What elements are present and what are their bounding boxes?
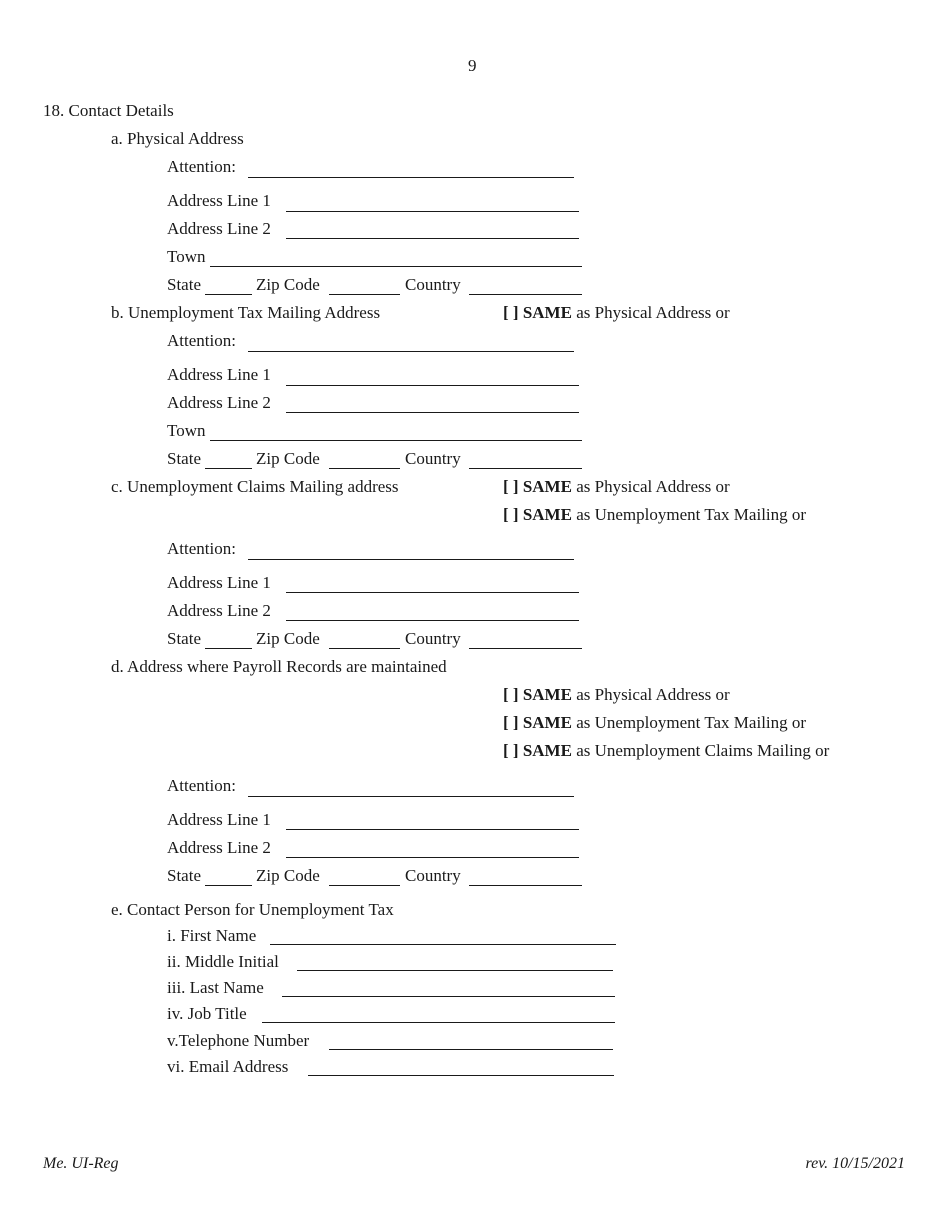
same-physical-text: as Physical Address or xyxy=(576,303,730,322)
claims-mailing-heading: c. Unemployment Claims Mailing address xyxy=(111,477,399,496)
telephone-label: v.Telephone Number xyxy=(167,1031,310,1050)
physical-town-label: Town xyxy=(167,247,206,266)
same-word: SAME xyxy=(522,685,572,704)
tax-town-field[interactable] xyxy=(210,440,582,441)
payroll-same-claims-checkbox[interactable] xyxy=(503,741,829,761)
same-word: SAME xyxy=(522,741,572,760)
claims-same-physical-checkbox[interactable] xyxy=(503,477,730,497)
section-title: 18. Contact Details xyxy=(43,101,174,120)
physical-country-label: Country xyxy=(405,275,461,294)
physical-address2-field[interactable] xyxy=(286,238,579,239)
contact-person-heading: e. Contact Person for Unemployment Tax xyxy=(111,900,394,919)
checkbox-bracket: [ ] xyxy=(503,741,519,760)
payroll-attention-label: Attention: xyxy=(167,776,236,795)
middle-initial-field[interactable] xyxy=(297,970,613,971)
email-label: vi. Email Address xyxy=(167,1057,289,1076)
last-name-field[interactable] xyxy=(282,996,615,997)
tax-state-label: State xyxy=(167,449,201,468)
physical-zip-label: Zip Code xyxy=(256,275,320,294)
tax-mailing-heading: b. Unemployment Tax Mailing Address xyxy=(111,303,381,322)
claims-attention-field[interactable] xyxy=(248,559,574,560)
footer-revision: rev. 10/15/2021 xyxy=(805,1155,905,1172)
tax-zip-field[interactable] xyxy=(329,468,400,469)
checkbox-bracket: [ ] xyxy=(503,713,519,732)
same-claims-text: as Unemployment Claims Mailing or xyxy=(576,741,830,760)
physical-state-label: State xyxy=(167,275,201,294)
payroll-address1-label: Address Line 1 xyxy=(167,810,271,829)
tax-attention-label: Attention: xyxy=(167,331,236,350)
tax-town-label: Town xyxy=(167,421,206,440)
physical-attention-label: Attention: xyxy=(167,157,236,176)
payroll-country-field[interactable] xyxy=(469,885,582,886)
same-tax-text: as Unemployment Tax Mailing or xyxy=(576,713,807,732)
same-physical-text: as Physical Address or xyxy=(576,477,730,496)
claims-country-label: Country xyxy=(405,629,461,648)
payroll-address2-field[interactable] xyxy=(286,857,579,858)
physical-address1-field[interactable] xyxy=(286,211,579,212)
claims-address2-field[interactable] xyxy=(286,620,579,621)
tax-attention-field[interactable] xyxy=(248,351,574,352)
claims-country-field[interactable] xyxy=(469,648,582,649)
last-name-label: iii. Last Name xyxy=(167,978,264,997)
tax-address1-label: Address Line 1 xyxy=(167,365,271,384)
checkbox-bracket: [ ] xyxy=(503,685,519,704)
physical-state-field[interactable] xyxy=(205,294,252,295)
same-physical-text: as Physical Address or xyxy=(576,685,730,704)
tax-zip-label: Zip Code xyxy=(256,449,320,468)
payroll-zip-label: Zip Code xyxy=(256,866,320,885)
payroll-attention-field[interactable] xyxy=(248,796,574,797)
physical-zip-field[interactable] xyxy=(329,294,400,295)
claims-attention-label: Attention: xyxy=(167,539,236,558)
job-title-label: iv. Job Title xyxy=(167,1004,247,1023)
tax-address2-label: Address Line 2 xyxy=(167,393,271,412)
physical-country-field[interactable] xyxy=(469,294,582,295)
claims-zip-label: Zip Code xyxy=(256,629,320,648)
checkbox-bracket: [ ] xyxy=(503,505,519,524)
same-word: SAME xyxy=(522,303,572,322)
same-word: SAME xyxy=(522,477,572,496)
claims-state-label: State xyxy=(167,629,201,648)
tax-address2-field[interactable] xyxy=(286,412,579,413)
same-word: SAME xyxy=(522,713,572,732)
tax-state-field[interactable] xyxy=(205,468,252,469)
email-field[interactable] xyxy=(308,1075,614,1076)
claims-same-tax-checkbox[interactable] xyxy=(503,505,806,525)
payroll-same-physical-checkbox[interactable] xyxy=(503,685,730,705)
payroll-same-tax-checkbox[interactable] xyxy=(503,713,806,733)
same-word: SAME xyxy=(522,505,572,524)
claims-zip-field[interactable] xyxy=(329,648,400,649)
tax-country-field[interactable] xyxy=(469,468,582,469)
physical-address1-label: Address Line 1 xyxy=(167,191,271,210)
payroll-zip-field[interactable] xyxy=(329,885,400,886)
middle-initial-label: ii. Middle Initial xyxy=(167,952,279,971)
claims-address2-label: Address Line 2 xyxy=(167,601,271,620)
tax-address1-field[interactable] xyxy=(286,385,579,386)
telephone-field[interactable] xyxy=(329,1049,613,1050)
physical-attention-field[interactable] xyxy=(248,177,574,178)
payroll-state-label: State xyxy=(167,866,201,885)
physical-town-field[interactable] xyxy=(210,266,582,267)
checkbox-bracket: [ ] xyxy=(503,303,519,322)
footer-form-id: Me. UI-Reg xyxy=(43,1155,119,1172)
physical-address-heading: a. Physical Address xyxy=(111,129,244,148)
page-number: 9 xyxy=(468,56,477,75)
payroll-state-field[interactable] xyxy=(205,885,252,886)
same-tax-text: as Unemployment Tax Mailing or xyxy=(576,505,807,524)
first-name-field[interactable] xyxy=(270,944,616,945)
claims-address1-label: Address Line 1 xyxy=(167,573,271,592)
tax-same-physical-checkbox[interactable] xyxy=(503,303,730,323)
payroll-country-label: Country xyxy=(405,866,461,885)
tax-country-label: Country xyxy=(405,449,461,468)
physical-address2-label: Address Line 2 xyxy=(167,219,271,238)
payroll-address1-field[interactable] xyxy=(286,829,579,830)
claims-address1-field[interactable] xyxy=(286,592,579,593)
checkbox-bracket: [ ] xyxy=(503,477,519,496)
claims-state-field[interactable] xyxy=(205,648,252,649)
first-name-label: i. First Name xyxy=(167,926,257,945)
job-title-field[interactable] xyxy=(262,1022,615,1023)
payroll-address2-label: Address Line 2 xyxy=(167,838,271,857)
payroll-address-heading: d. Address where Payroll Records are maintained xyxy=(111,657,447,676)
